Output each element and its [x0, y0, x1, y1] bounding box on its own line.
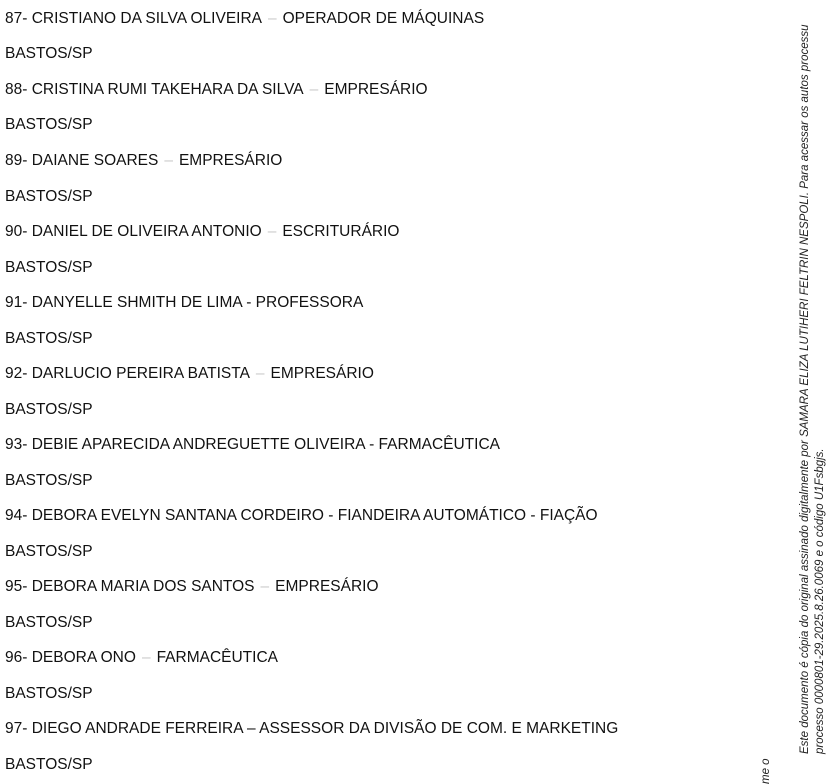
entry-number: 90-	[5, 223, 28, 240]
entry-city: BASTOS/SP	[5, 685, 93, 702]
list-item	[5, 648, 278, 668]
list-item	[5, 364, 374, 384]
signature-notice-line-2: processo 0000801-29.2025.8.26.0069 e o código U1Fsbgjs.	[814, 448, 826, 754]
edge-text-fragment: me o	[760, 758, 772, 784]
entry-number: 97-	[5, 720, 28, 737]
entry-name: DEBORA MARIA DOS SANTOS	[31, 578, 255, 595]
entry-city: BASTOS/SP	[5, 330, 93, 347]
entry-role: OPERADOR DE MÁQUINAS	[282, 10, 485, 27]
entry-separator: –	[164, 152, 173, 169]
entry-city: BASTOS/SP	[5, 45, 93, 62]
entry-city: BASTOS/SP	[5, 472, 93, 489]
signature-notice-line-1: Este documento é cópia do original assinado digitalmente por SAMARA ELIZA LUTIHERI FELTRIN NESPOLI. Para acessar os autos processu	[799, 24, 811, 754]
entry-role: ESCRITURÁRIO	[282, 223, 400, 240]
entry-city: BASTOS/SP	[5, 116, 93, 133]
entry-separator: –	[141, 649, 151, 666]
digital-signature-notice	[798, 24, 828, 784]
entry-number: 92-	[5, 365, 28, 382]
entry-name: CRISTINA RUMI TAKEHARA DA SILVA	[31, 81, 304, 98]
entry-city: BASTOS/SP	[5, 259, 93, 276]
list-item	[5, 80, 428, 100]
entry-number: 95-	[5, 578, 28, 595]
entry-city: BASTOS/SP	[5, 614, 93, 631]
list-item	[5, 222, 399, 242]
entry-separator: –	[309, 81, 319, 98]
entry-name: DEBORA EVELYN SANTANA CORDEIRO - FIANDEIRA AUTOMÁTICO - FIAÇÃO	[31, 507, 598, 524]
entry-name: DAIANE SOARES	[31, 152, 159, 169]
entry-number: 89-	[5, 152, 28, 169]
list-item	[5, 151, 282, 171]
entry-separator: –	[268, 10, 277, 27]
entry-separator: –	[267, 223, 277, 240]
entry-number: 93-	[5, 436, 28, 453]
entry-name: CRISTIANO DA SILVA OLIVEIRA	[31, 10, 262, 27]
entry-city: BASTOS/SP	[5, 756, 93, 773]
list-item	[5, 506, 598, 526]
entry-number: 87-	[5, 10, 28, 27]
entry-city: BASTOS/SP	[5, 401, 93, 418]
list-item	[5, 9, 484, 29]
entry-separator: –	[255, 365, 265, 382]
entry-name: DANIEL DE OLIVEIRA ANTONIO	[31, 223, 262, 240]
entry-number: 91-	[5, 294, 28, 311]
list-item	[5, 293, 363, 313]
entry-city: BASTOS/SP	[5, 543, 93, 560]
entry-number: 88-	[5, 81, 28, 98]
entry-role: EMPRESÁRIO	[275, 578, 379, 595]
entry-number: 96-	[5, 649, 28, 666]
entry-name: DEBIE APARECIDA ANDREGUETTE OLIVEIRA - FARMACÊUTICA	[31, 436, 500, 453]
entry-name: DANYELLE SHMITH DE LIMA - PROFESSORA	[31, 294, 364, 311]
entry-role: EMPRESÁRIO	[324, 81, 428, 98]
entry-role: EMPRESÁRIO	[270, 365, 374, 382]
entry-role: FARMACÊUTICA	[156, 649, 278, 666]
entry-separator: –	[260, 578, 270, 595]
entry-name: DIEGO ANDRADE FERREIRA – ASSESSOR DA DIVISÃO DE COM. E MARKETING	[31, 720, 619, 737]
entry-name: DARLUCIO PEREIRA BATISTA	[31, 365, 250, 382]
entry-city: BASTOS/SP	[5, 188, 93, 205]
entry-name: DEBORA ONO	[31, 649, 136, 666]
list-item	[5, 435, 500, 455]
list-item	[5, 719, 618, 739]
list-item	[5, 577, 379, 597]
entry-role: EMPRESÁRIO	[178, 152, 283, 169]
entry-number: 94-	[5, 507, 28, 524]
